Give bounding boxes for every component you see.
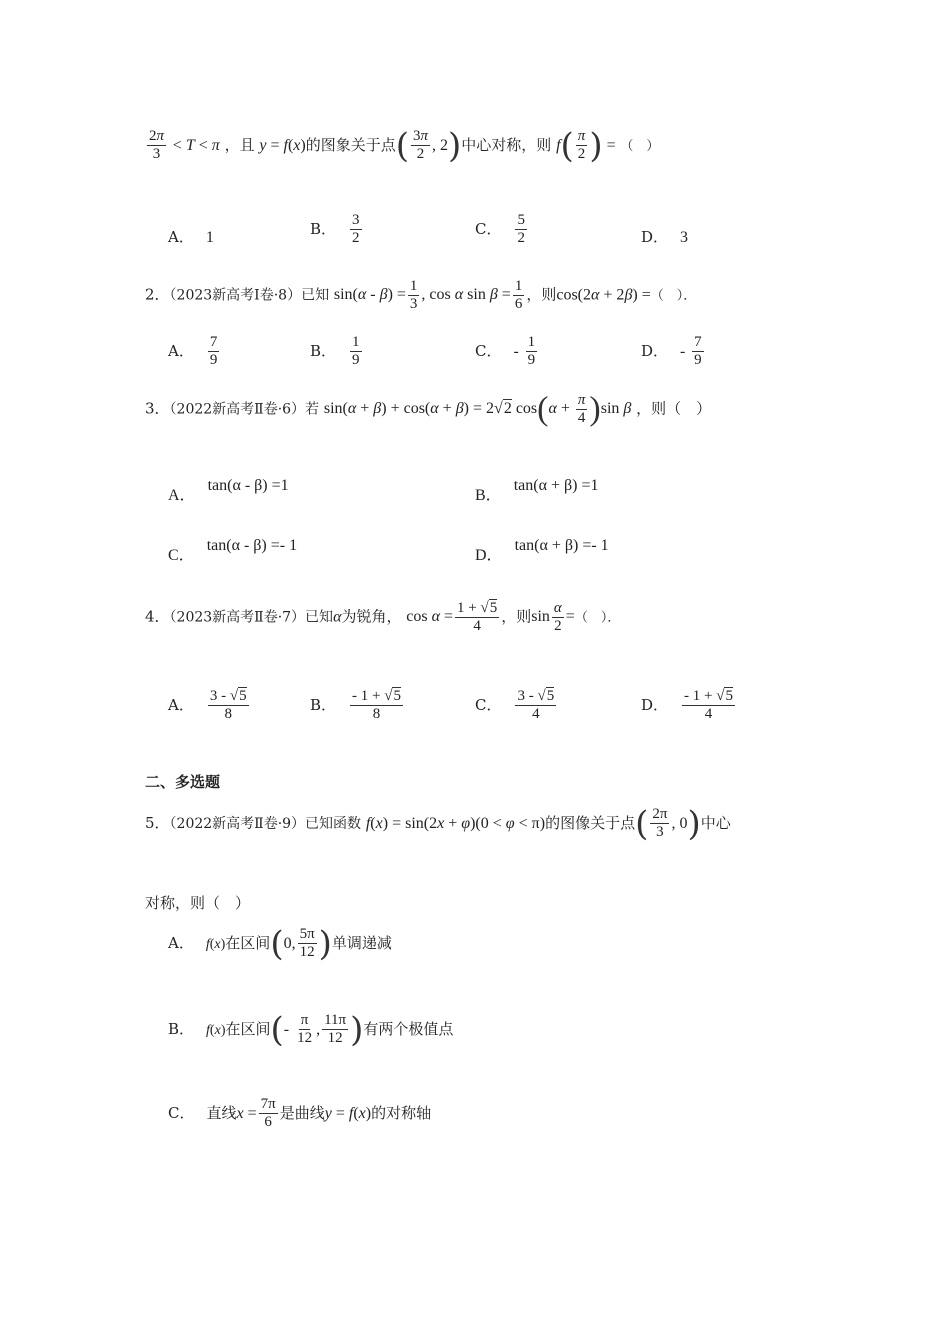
q5-function: f(x) = sin(2x + φ)(0 < φ < π) xyxy=(365,814,546,832)
q1-text-and: ，且 xyxy=(224,135,255,154)
q4-option-a: A． $\frac{3 - √5}{8}$ xyxy=(168,688,247,723)
q5-option-c: C． 直线x = $\frac{7\pi}{6}$ 是曲线y = f(x)的对称轴 xyxy=(168,1096,432,1131)
q3-source: （2022新高考Ⅱ卷·6）若 xyxy=(169,401,320,418)
q4-source: （2023新高考Ⅱ卷·7）已知 xyxy=(169,609,334,626)
q4-stem: 4．（2023新高考Ⅱ卷·7）已知α为锐角， cos α = $\frac{1 + √5}{4}$ ，则sin $\frac{\alpha}{2}$ =（ ）． xyxy=(145,600,621,635)
q5-stem: 5．（2022新高考Ⅱ卷·9）已知函数 f(x) = sin(2x + φ)(0 < φ < π)的图像关于点( $\frac{2\pi}{3}$ , 0)中心 xyxy=(145,803,731,844)
q2-option-c: C． - $\frac{1}{9}$ xyxy=(475,334,536,369)
q4-option-b: B． $\frac{- 1 + √5}{8}$ xyxy=(310,688,401,723)
q1-option-a: A． 1 xyxy=(168,228,214,246)
q4-cos-alpha: cos α = $\frac{1 + √5}{4}$ xyxy=(406,600,498,635)
q1-stem: $\frac{2\pi}{3}$ < T < π ，且 y = f(x)的图象关于点( $\frac{3\pi}{2}$ , 2)中心对称，则 f( $\frac{\pi}{2}$ ) = （ ） xyxy=(149,125,660,166)
q4-option-c: C． $\frac{3 - √5}{4}$ xyxy=(475,688,555,723)
q3-number: 3． xyxy=(145,399,170,418)
q1-text-graph: 的图象关于点 xyxy=(305,135,396,154)
q1-text-center: 中心对称，则 xyxy=(461,135,552,154)
q4-answer-blank: （ ）． xyxy=(574,610,621,626)
section-title-multiple-choice: 二、多选题 xyxy=(145,773,221,791)
q4-number: 4． xyxy=(145,607,170,626)
q1-option-b: B． $\frac{3}{2}$ xyxy=(310,212,360,247)
q4-option-d: D． $\frac{- 1 + √5}{4}$ xyxy=(641,688,733,723)
math-inequality: < T < π xyxy=(172,136,220,154)
fraction-2pi-3: $\frac{2\pi}{3}$ xyxy=(149,128,165,163)
q2-answer-blank: （ ）． xyxy=(650,288,697,304)
math-y-fx: y = f(x) xyxy=(259,136,306,154)
q2-stem: 2．（2023新高考Ⅰ卷·8）已知 sin(α - β) = $\frac{1}{3}$ , cos α sin β = $\frac{1}{6}$ ，则cos(2α + 2β) =（ ）． xyxy=(145,278,697,313)
q1-answer-blank: （ ） xyxy=(620,138,660,154)
q3-stem: 3．（2022新高考Ⅱ卷·6）若 sin(α + β) + cos(α + β) = 2√2 cos(α + $\frac{\pi}{4}$ )sin β ，则（ ） xyxy=(145,390,712,428)
q3-option-b: B．tan(α + β) =1 xyxy=(475,477,599,504)
q3-equation: sin(α + β) + cos(α + β) = 2√2 cos(α + $\frac{\pi}{4}$ )sin β xyxy=(323,390,632,428)
q1-option-d: D． 3 xyxy=(641,228,689,246)
q2-option-d: D． - $\frac{7}{9}$ xyxy=(641,334,702,369)
q1-option-c: C． $\frac{5}{2}$ xyxy=(475,212,525,247)
q3-option-a: A．tan(α - β) =1 xyxy=(168,477,289,504)
q2-source: （2023新高考Ⅰ卷·8）已知 xyxy=(169,287,330,304)
q3-option-d: D．tan(α + β) =- 1 xyxy=(475,537,609,564)
q2-option-a: A． $\frac{7}{9}$ xyxy=(168,334,218,369)
q5-number: 5． xyxy=(145,813,170,832)
q5-source: （2022新高考Ⅱ卷·9）已知函数 xyxy=(169,815,362,832)
q2-option-b: B． $\frac{1}{9}$ xyxy=(310,334,360,369)
q2-number: 2． xyxy=(145,285,170,304)
q5-option-a: A． f(x)在区间(0, $\frac{5\pi}{12}$ )单调递减 xyxy=(168,923,392,964)
q5-option-b: B． f(x)在区间(- $\frac{\pi}{12}$ , $\frac{11\pi}{12}$ )有两个极值点 xyxy=(168,1009,454,1050)
q3-option-c: C．tan(α - β) =- 1 xyxy=(168,537,298,564)
q2-condition: sin(α - β) = $\frac{1}{3}$ , cos α sin β = $\frac{1}{6}$ xyxy=(333,278,523,313)
q5-stem-line2: 对称，则（ ） xyxy=(145,894,251,912)
